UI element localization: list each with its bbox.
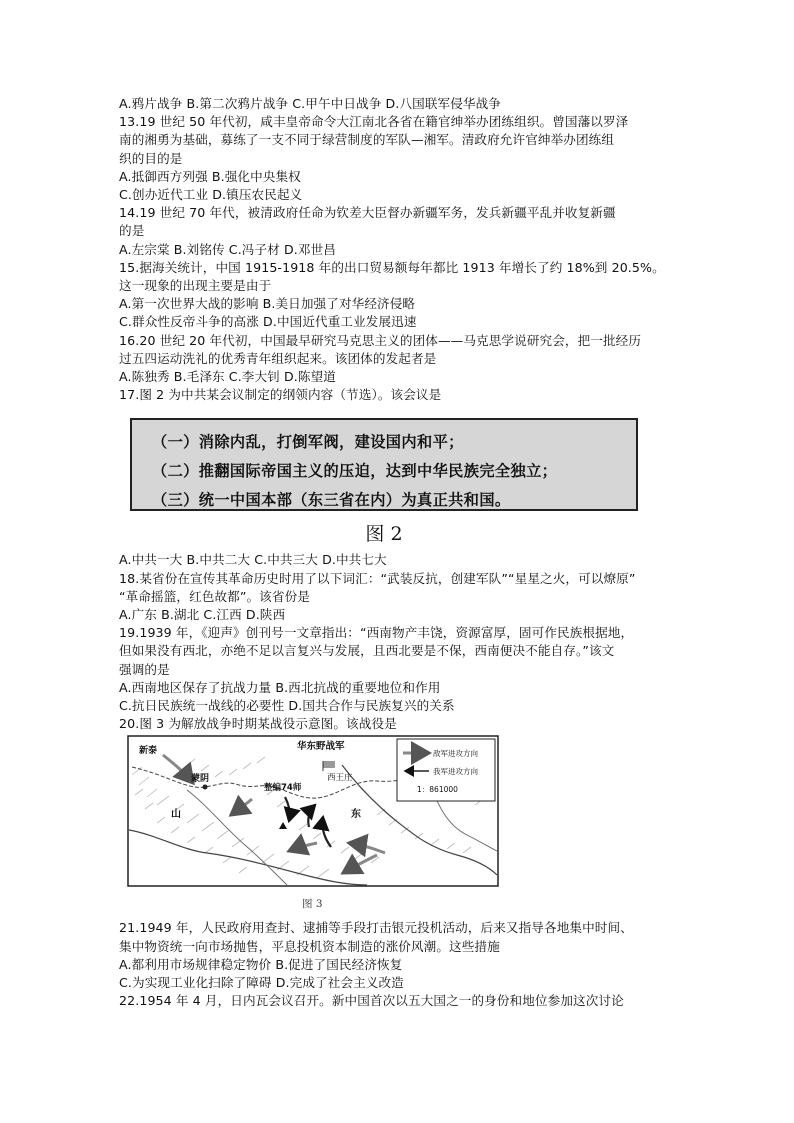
exam-page (119, 95, 679, 1011)
text-line: 15.据海关统计，中国 1915-1918 年的出口贸易额每年都比 1913 年增长了约 18%到 20.5%。 (119, 259, 665, 275)
text-line: 14.19 世纪 70 年代，被清政府任命为钦差大臣督办新疆军务，发兵新疆平乱并收复新疆 (119, 205, 616, 221)
figure-2-program-box (130, 418, 638, 511)
question-block-17-20 (119, 551, 679, 733)
text-line: 13.19 世纪 50 年代初，咸丰皇帝命令大江南北各省在籍官绅举办团练组织。曾国藩以罗泽 (119, 114, 629, 130)
text-line: “革命摇篮，红色故都”。该省份是 (119, 588, 310, 604)
label-shan: 山 (171, 809, 181, 821)
question-block-13-17 (119, 95, 679, 404)
program-item: （三）统一中国本部（东三省在内）为真正共和国。 (152, 491, 511, 510)
text-line: 南的湘勇为基础，募练了一支不同于绿营制度的军队—湘军。清政府允许官绅举办团练组 (119, 132, 615, 148)
text-line: 20.图 3 为解放战争时期某战役示意图。该战役是 (119, 716, 397, 732)
army-flag (323, 761, 335, 768)
text-line: 17.图 2 为中共某会议制定的纲领内容（节选）。该会议是 (119, 387, 442, 403)
legend-enemy: 敌军进攻方向 (433, 749, 478, 759)
label-dong: 东 (351, 809, 361, 821)
text-line: 22.1954 年 4 月，日内瓦会议召开。新中国首次以五大国之一的身份和地位参加这次讨论 (119, 993, 624, 1009)
text-line: A.西南地区保存了抗战力量 B.西北抗战的重要地位和作用 (119, 679, 441, 695)
text-line: 16.20 世纪 20 年代初，中国最早研究马克思主义的团体——马克思学说研究会，把一批经历 (119, 332, 642, 348)
text-line: 集中物资统一向市场抛售，平息投机资本制造的涨价风潮。这些措施 (119, 938, 500, 954)
text-line: A.中共一大 B.中共二大 C.中共三大 D.中共七大 (119, 552, 387, 568)
mengyin-dot (203, 785, 208, 790)
text-line: 强调的是 (119, 661, 170, 677)
label-army: 华东野战军 (297, 741, 345, 753)
text-line: 过五四运动洗礼的优秀青年组织起来。该团体的发起者是 (119, 350, 437, 366)
label-mengyin: 蒙阴 (191, 774, 210, 785)
label-xintai: 新泰 (139, 746, 158, 757)
text-line: 18.某省份在宣传其革命历史时用了以下词汇：“武装反抗，创建军队”“星星之火，可以燎原” (119, 570, 636, 586)
label-xiwangzhuang: 西王庄 (327, 773, 353, 784)
text-line: A.都利用市场规律稳定物价 B.促进了国民经济恢复 (119, 956, 403, 972)
text-line: 的是 (119, 223, 145, 239)
text-line: C.抗日民族统一战线的必要性 D.国共合作与民族复兴的关系 (119, 698, 455, 714)
text-line: C.为实现工业化扫除了障碍 D.完成了社会主义改造 (119, 975, 404, 991)
text-line: A.抵御西方列强 B.强化中央集权 (119, 168, 301, 184)
text-line: C.群众性反帝斗争的高涨 D.中国近代重工业发展迅速 (119, 314, 417, 330)
text-line: 织的目的是 (119, 150, 183, 166)
legend-scale: 1：861000 (417, 785, 458, 795)
text-line: A.左宗棠 B.刘铭传 C.冯子材 D.邓世昌 (119, 241, 336, 257)
program-item: （一）消除内乱，打倒军阀，建设国内和平； (152, 433, 464, 452)
figure-3-caption: 图 3 (302, 898, 323, 911)
text-line: A.鸦片战争 B.第二次鸦片战争 C.甲午中日战争 D.八国联军侵华战争 (119, 96, 501, 111)
text-line: 21.1949 年，人民政府用查封、逮捕等手段打击银元投机活动，后来又指导各地集中时间、 (119, 920, 633, 936)
text-line: A.第一次世界大战的影响 B.美日加强了对华经济侵略 (119, 296, 416, 312)
legend-ours: 我军进攻方向 (433, 767, 478, 777)
figure-3-battle-map (127, 735, 499, 887)
text-line: C.创办近代工业 D.镇压农民起义 (119, 187, 303, 203)
text-line: 这一现象的出现主要是由于 (119, 278, 272, 294)
text-line: A.陈独秀 B.毛泽东 C.李大钊 D.陈望道 (119, 369, 336, 385)
program-item: （二）推翻国际帝国主义的压迫，达到中华民族完全独立； (152, 462, 558, 481)
text-line: 但如果没有西北，亦绝不足以言复兴与发展，且西北要是不保，西南便决不能自存。”该文 (119, 643, 615, 659)
text-line: 19.1939 年，《迎声》创刊号一文章指出：“西南物产丰饶，资源富厚，固可作民族根据地， (119, 625, 634, 641)
text-line: A.广东 B.湖北 C.江西 D.陕西 (119, 607, 286, 623)
question-block-21-22 (119, 919, 679, 1010)
figure-2-caption: 图 2 (365, 523, 403, 546)
label-division: 整编74师 (264, 783, 302, 794)
